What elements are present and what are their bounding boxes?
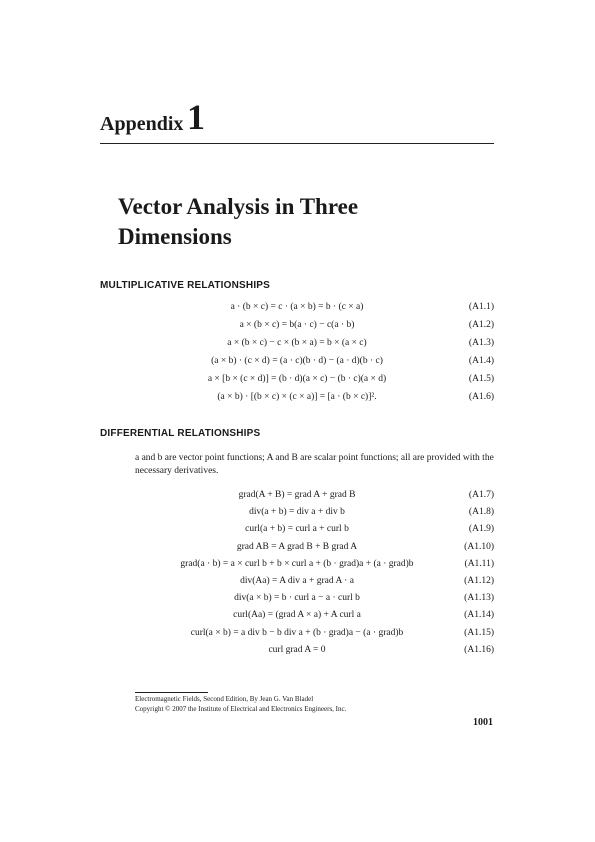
equation-number: (A1.4) <box>468 356 494 366</box>
equation-number: (A1.13) <box>464 593 494 604</box>
chapter-title-line-1: Vector Analysis in Three <box>118 194 359 219</box>
equation-row <box>100 610 494 624</box>
equation-row <box>100 338 494 352</box>
equation-row <box>100 542 494 556</box>
equation-number: (A1.6) <box>468 392 494 402</box>
chapter-title <box>118 192 438 252</box>
equation-number: (A1.14) <box>464 610 494 621</box>
equation-row <box>100 524 494 538</box>
equation-row <box>100 356 494 370</box>
equation-formula: grad(a · b) = a × curl b + b × curl a + (b · grad)a + (a · grad)b <box>180 558 414 569</box>
equation-row <box>100 645 494 659</box>
equation-formula: div(a + b) = div a + div b <box>249 507 345 518</box>
equation-number: (A1.10) <box>464 541 494 552</box>
footnote-copyright: Copyright © 2007 the Institute of Electrical and Electronics Engineers, Inc. <box>135 705 347 713</box>
equation-formula: a · (b × c) = c · (a × b) = b · (c × a) <box>230 302 364 312</box>
equation-formula: grad AB = A grad B + B grad A <box>236 541 358 552</box>
equation-number: (A1.7) <box>468 490 494 500</box>
appendix-number: 1 <box>187 97 205 137</box>
equation-number: (A1.3) <box>468 338 494 348</box>
equation-row <box>100 392 494 406</box>
equation-row <box>100 490 494 504</box>
equation-formula: grad(A + B) = grad A + grad B <box>238 490 356 500</box>
equation-number: (A1.2) <box>468 320 494 330</box>
appendix-label: Appendix <box>100 113 184 135</box>
equation-formula: (a × b) · (c × d) = (a · c)(b · d) − (a · d)(b · c) <box>211 356 383 366</box>
equation-number: (A1.8) <box>468 507 494 518</box>
equation-row <box>100 559 494 573</box>
equation-formula: curl(Aa) = (grad A × a) + A curl a <box>233 610 361 621</box>
equation-row <box>100 374 494 388</box>
equation-formula: a × (b × c) − c × (b × a) = b × (a × c) <box>227 338 367 348</box>
page-number: 1001 <box>473 717 493 728</box>
heading-rule <box>100 143 494 144</box>
equation-number: (A1.11) <box>464 558 494 569</box>
equation-number: (A1.12) <box>464 576 494 586</box>
section-heading-multiplicative: MULTIPLICATIVE RELATIONSHIPS <box>100 280 271 291</box>
equation-formula: curl(a × b) = a div b − b div a + (b · grad)a − (a · grad)b <box>190 627 404 638</box>
equation-row <box>100 507 494 521</box>
intro-paragraph: a and b are vector point functions; A and B are scalar point functions; all are provided with the necessary derivatives. <box>135 453 494 476</box>
equation-formula: div(Aa) = A div a + grad A · a <box>240 576 354 586</box>
equation-formula: curl(a + b) = curl a + curl b <box>245 524 349 535</box>
footnote-rule <box>135 692 208 693</box>
equation-formula: curl grad A = 0 <box>268 644 326 655</box>
equation-number: (A1.16) <box>464 644 494 655</box>
chapter-title-line-2: Dimensions <box>118 224 232 249</box>
equation-row <box>100 593 494 607</box>
appendix-heading <box>100 97 500 143</box>
equation-row <box>100 628 494 642</box>
equation-formula: div(a × b) = b · curl a − a · curl b <box>234 593 360 604</box>
section-heading-differential: DIFFERENTIAL RELATIONSHIPS <box>100 428 261 439</box>
equation-row <box>100 320 494 334</box>
equation-number: (A1.1) <box>468 302 494 312</box>
equation-formula: a × [b × (c × d)] = (b · d)(a × c) − (b · c)(a × d) <box>207 374 387 384</box>
equation-number: (A1.15) <box>464 627 494 638</box>
equation-number: (A1.5) <box>468 374 494 384</box>
equation-row <box>100 302 494 316</box>
equation-row <box>100 576 494 590</box>
equation-number: (A1.9) <box>468 524 494 535</box>
equation-formula: (a × b) · [(b × c) × (c × a)] = [a · (b × c)]². <box>217 392 377 402</box>
equation-formula: a × (b × c) = b(a · c) − c(a · b) <box>239 320 355 330</box>
footnote-source: Electromagnetic Fields, Second Edition, By Jean G. Van Bladel <box>135 695 314 703</box>
